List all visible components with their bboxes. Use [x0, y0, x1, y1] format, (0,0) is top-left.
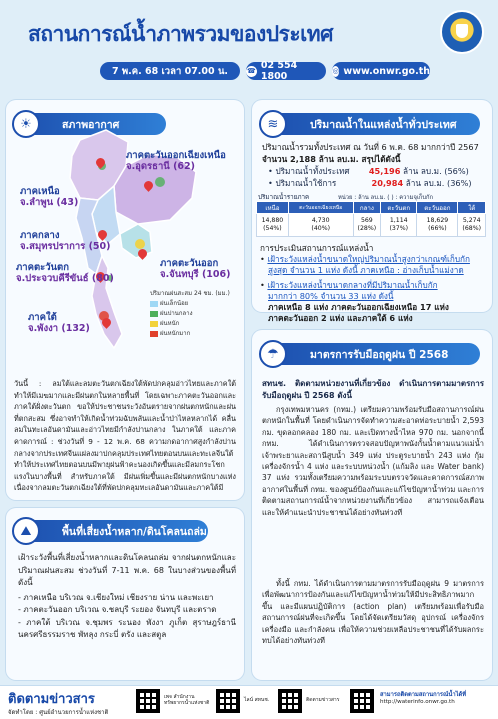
legend-label: ฝนหนักมาก: [160, 330, 191, 337]
risk-item: - ภาคใต้ บริเวณ จ.ชุมพร ระนอง พังงา ภูเก็ต สุราษฎร์ธานี นครศรีธรรมราช พัทลุง กระบี่ ตรัง และสตูล: [18, 617, 236, 639]
qr-code[interactable]: [136, 689, 160, 713]
region-count: (106): [201, 269, 231, 280]
region-name: ภาคตะวันออกเฉียงเหนือ: [126, 150, 226, 161]
reservoir-header-label: ปริมาณน้ำในแหล่งน้ำทั่วประเทศ: [310, 118, 457, 131]
footer-credit: จัดทำโดย : ศูนย์อำนวยการน้ำแห่งชาติ: [8, 709, 109, 716]
risk-header-label: พื้นที่เสี่ยงน้ำหลาก/ดินโคลนถล่ม: [62, 525, 207, 538]
table-header: ตะวันออกเฉียงเหนือ: [288, 202, 353, 214]
reservoir-summary: ปริมาณน้ำรวมทั้งประเทศ ณ วันที่ 6 พ.ค. 68 มากกว่าปี 2567: [262, 142, 479, 152]
total-water-unit: ล้าน ลบ.ม. (56%): [403, 166, 469, 176]
legend-label: ฝนปานกลาง: [160, 310, 193, 317]
cell-percent: (28%): [357, 225, 377, 232]
phone-number: 02 554 1800: [260, 60, 298, 82]
cell-percent: (37%): [389, 225, 409, 232]
cell-value: 1,114: [389, 217, 408, 224]
watch-medium-line: มากกว่า 80% จำนวน 33 แห่ง ดังนี้: [268, 291, 394, 301]
legend-swatch: [150, 331, 158, 337]
qr-code[interactable]: [278, 689, 302, 713]
region-count: (80): [91, 273, 114, 284]
region-count: (62): [173, 161, 195, 172]
region-province: จ.จันทบุรี: [160, 269, 199, 280]
risk-item: - ภาคตะวันออก บริเวณ จ.ชลบุรี ระยอง จันทบุรี และตราด: [18, 605, 217, 614]
rain-spot: [155, 177, 165, 187]
cell-value: 569: [360, 217, 373, 224]
footer-follow-title: ติดตามข่าวสาร: [8, 692, 95, 707]
legend-swatch: [150, 321, 158, 327]
status-title: การประเมินสถานการณ์แหล่งน้ำ: [260, 243, 374, 253]
cell-percent: (66%): [428, 225, 447, 232]
measures-header: [264, 343, 480, 365]
legend-swatch: [150, 301, 158, 307]
qr-label: ไลน์ สทนช.: [244, 697, 270, 703]
weather-icon: ☀: [12, 110, 40, 138]
qr-code[interactable]: [216, 689, 240, 713]
phone-icon: ☎: [247, 67, 256, 75]
globe-icon: ◎: [332, 67, 339, 75]
legend-label: ฝนหนัก: [160, 320, 180, 327]
watch-large-line: เฝ้าระวังแหล่งน้ำขนาดใหญ่ปริมาณน้ำสูงกว่าเกณฑ์เก็บกัก: [267, 254, 470, 264]
table-unit-label: หน่วย : ล้าน ลบ.ม. ( ) : ความจุเก็บกัก: [338, 195, 434, 201]
qr-label: ติดตามข่าวสาร: [306, 697, 340, 703]
region-province: จ.ลำพูน: [20, 197, 54, 208]
date-time: 7 พ.ค. 68 เวลา 07.00 น.: [111, 65, 229, 77]
watch-medium-regions: ภาคตะวันออก 2 แห่ง และภาคใต้ 6 แห่ง: [268, 313, 413, 323]
measures-intro: สทนช. ติดตามหน่วยงานที่เกี่ยวข้อง ดำเนินการตามมาตรการรับมือฤดูฝน ปี 2568 ดังนี้: [262, 379, 484, 400]
table-caption-label: ปริมาณน้ำรายภาค: [258, 194, 310, 201]
legend-item: [150, 328, 238, 338]
table-cell: [417, 214, 458, 237]
measures-bma: กรุงเทพมหานคร (กทม.) เตรียมความพร้อมรับมือสถานการณ์ฝนตกหนักในพื้นที่ โดยดำเนินการจัดทำความสะอาดท่อระบายน้ำ 2,593 กม. ขุดลอกคลอง 180 กม. และเปิดทางน้ำไหล 970 กม. นอกจากนี้ กทม. ได้ดำเนินการตรวจสอบปัญหาพนังกั้นน้ำตามแนวแม่น้ำเจ้าพระยาและสถานีสูบน้ำ 349 แห่ง ประตูระบายน้ำ 243 แห่ง กุ้มเครื่องจักรน้ำ 4 แห่ง และระบบหน่วงน้ำ (แก้มลิง และ Water bank) 37 แห่ง รวมทั้งเตรียมความพร้อมระบบตรวจวัดและคาดการณ์สภาพอากาศในพื้นที่ กทม. ของศูนย์ป้องกันและแก้ไขปัญหาน้ำท่วม และการติดตามสถานการณ์น้ำจากหน่วยงานที่เกี่ยวข้อง สามารถแจ้งเตือนและให้คำแนะนำประชาชนได้อย่างทันท่วงที: [262, 405, 484, 517]
measures-plan: ทั้งนี้ กทม. ได้ดำเนินการตามมาตรการรับมือฤดูฝน 9 มาตรการ เพื่อพัฒนาการป้องกันและแก้ไขปัญหาน้ำท่วมให้มีประสิทธิภาพมากขึ้น และมีแผนปฏิบัติการ (action plan) เตรียมพร้อมเพื่อรับมือสถานการณ์ฝนที่จะเกิดขึ้น โดยได้จัดเตรียมวัสดุ อุปกรณ์ เครื่องจักร เครื่องมือ และกำลังคน เพื่อให้ความช่วยเหลือประชาชนที่ได้รับผลกระทบได้อย่างทันท่วงที: [262, 579, 484, 646]
region-name: ภาคตะวันตก: [16, 262, 69, 273]
table-header: ตะวันตก: [381, 202, 417, 214]
region-province: จ.ประจวบคีรีขันธ์: [16, 273, 89, 284]
watch-medium-detail: [268, 291, 394, 302]
risk-header: [16, 520, 208, 542]
risk-body: [18, 552, 236, 642]
usable-water-label: ปริมาณน้ำใช้การ: [275, 178, 337, 188]
table-header: เหนือ: [257, 202, 289, 214]
page-title: สถานการณ์น้ำภาพรวมของประเทศ: [28, 22, 333, 46]
cell-percent: (54%): [263, 225, 282, 232]
region-label-west: [16, 262, 114, 284]
region-count: (43): [56, 197, 79, 208]
region-label-central: [20, 230, 110, 252]
region-count: (132): [61, 323, 90, 334]
rain-legend: [150, 288, 238, 338]
footer-waterinfo-url: http://waterinfo.onwr.go.th: [380, 699, 455, 705]
legend-item: [150, 318, 238, 328]
region-name: ภาคตะวันออก: [160, 258, 219, 269]
table-row: [257, 214, 486, 237]
table-header-row: [257, 202, 486, 214]
legend-item: [150, 308, 238, 318]
cell-value: 18,629: [426, 217, 449, 224]
table-header: ตะวันออก: [417, 202, 458, 214]
cell-value: 5,274: [462, 217, 481, 224]
cell-value: 14,880: [261, 217, 284, 224]
region-province: จ.สมุทรปราการ: [20, 241, 86, 252]
legend-label: ฝนเล็กน้อย: [160, 300, 189, 307]
footer-waterinfo-title: สามารถติดตามสถานการณ์น้ำได้ที่: [380, 692, 467, 698]
watch-large: • เฝ้าระวังแหล่งน้ำขนาดใหญ่ปริมาณน้ำสูงกว่าเกณฑ์เก็บกัก: [260, 254, 470, 264]
date-pill: [100, 62, 240, 80]
table-cell: [353, 214, 381, 237]
region-label-northeast: [126, 150, 226, 172]
legend-title: ปริมาณฝนสะสม 24 ชม. (มม.): [150, 290, 230, 297]
risk-item: - ภาคเหนือ บริเวณ จ.เชียงใหม่ เชียงราย น่าน และพะเยา: [18, 592, 214, 602]
reservoir-summary: จำนวน 2,188 ล้าน ลบ.ม. สรุปได้ดังนี้: [262, 154, 401, 164]
usable-water-row: • ปริมาณน้ำใช้การ 20,984 ล้าน ลบ.ม. (36%): [268, 178, 472, 188]
region-count: (50): [88, 241, 111, 252]
watch-medium-regions: ภาคเหนือ 8 แห่ง ภาคตะวันออกเฉียงเหนือ 17 แห่ง: [268, 302, 449, 312]
watch-medium-line: เฝ้าระวังแหล่งน้ำขนาดกลางที่มีปริมาณน้ำเก็บกัก: [267, 280, 438, 290]
watch-large-line: สูงสุด จำนวน 1 แห่ง ดังนี้ ภาคเหนือ : อ่างเก็บน้ำแม่งาด: [268, 265, 464, 275]
region-province: จ.อุดรธานี: [126, 161, 170, 172]
table-header: ใต้: [458, 202, 486, 214]
qr-code[interactable]: [350, 689, 374, 713]
region-province: จ.พังงา: [28, 323, 59, 334]
table-header: กลาง: [353, 202, 381, 214]
table-cell: [257, 214, 289, 237]
qr-label: เพจ สำนักงานทรัพยากรน้ำแห่งชาติ: [164, 694, 210, 706]
website-pill[interactable]: [332, 62, 430, 80]
usable-water-value: 20,984: [371, 178, 404, 188]
total-water-row: • ปริมาณน้ำทั้งประเทศ 45,196 ล้าน ลบ.ม. (56%): [268, 166, 469, 176]
measures-header-label: มาตรการรับมือฤดูฝน ปี 2568: [310, 348, 449, 361]
weather-forecast-text: คาดการณ์ : ช่วงวันที่ 9 - 12 พ.ค. 68 ความกดอากาศสูงกำลังปานกลางจากประเทศจีนแผ่ลงมาปกคลุมประเทศไทยตอนบนและทะเลจีนใต้ ทำให้ประเทศไทยตอนบนมีพายุฝนฟ้าคะนองเกิดขึ้นและมีลมกระโชกแรงในบางพื้นที่ สำหรับภาคใต้ มีฝนเพิ่มขึ้นและมีฝนตกหนักบางแห่ง เนื่องจากลมตะวันตกเฉียงใต้ที่พัดปกคลุมทะเลอันดามันและภาคใต้มี: [14, 437, 236, 493]
regional-water-table: [256, 201, 486, 237]
table-cell: [458, 214, 486, 237]
watch-large-detail: [268, 265, 464, 276]
usable-water-unit: ล้าน ลบ.ม. (36%): [405, 178, 472, 188]
cell-percent: (40%): [311, 225, 330, 232]
total-water-label: ปริมาณน้ำทั้งประเทศ: [275, 166, 350, 176]
table-cell: [288, 214, 353, 237]
footer-waterinfo[interactable]: [380, 692, 466, 706]
cell-value: 4,730: [311, 217, 330, 224]
website-url: www.onwr.go.th: [343, 65, 430, 77]
umbrella-icon: ☂: [259, 340, 287, 368]
footer-follow: [8, 688, 108, 716]
legend-swatch: [150, 311, 158, 317]
watch-medium: • เฝ้าระวังแหล่งน้ำขนาดกลางที่มีปริมาณน้ำเก็บกัก: [260, 280, 438, 290]
legend-item: [150, 298, 238, 308]
region-label-east: [160, 258, 230, 280]
onwr-logo: [440, 10, 484, 54]
region-label-south: [28, 312, 90, 334]
reservoir-header: [264, 113, 480, 135]
region-label-north: [20, 186, 78, 208]
phone-pill[interactable]: [246, 62, 326, 80]
weather-header-label: สภาพอากาศ: [62, 118, 120, 131]
total-water-value: 45,196: [368, 166, 401, 176]
region-name: ภาคใต้: [28, 312, 57, 323]
table-cell: [381, 214, 417, 237]
region-name: ภาคกลาง: [20, 230, 60, 241]
cell-percent: (68%): [462, 225, 481, 232]
reservoir-icon: ≋: [259, 110, 287, 138]
weather-today-text: วันนี้ : ลมใต้และลมตะวันตกเฉียงใต้พัดปกคลุมอ่าวไทยและภาคใต้ ทำให้มีเมฆมากและมีฝนตกในหลายพื้นที่ โดยเฉพาะภาคตะวันออกและภาคใต้ฝั่งตะวันตก ขอให้ประชาชนระวังอันตรายจากฝนตกหนักและฝนที่ตกสะสม ซึ่งอาจทำให้เกิดน้ำท่วมฉับพลันและน้ำป่าไหลหลากได้ คลื่นลมในทะเลอันดามันและอ่าวไทยมีกำลังปานกลาง ในภาคใต้ และภาค: [14, 379, 236, 434]
region-name: ภาคเหนือ: [20, 186, 60, 197]
landslide-icon: ⛰: [12, 517, 40, 545]
risk-intro: เฝ้าระวังพื้นที่เสี่ยงน้ำหลากและดินโคลนถล่ม จากฝนตกหนักและปริมาณฝนสะสม ช่วงวันที่ 7-11 พ.ค. 68 ในบางส่วนของพื้นที่ ดังนี้: [18, 553, 236, 587]
rain-spot: [135, 239, 145, 249]
